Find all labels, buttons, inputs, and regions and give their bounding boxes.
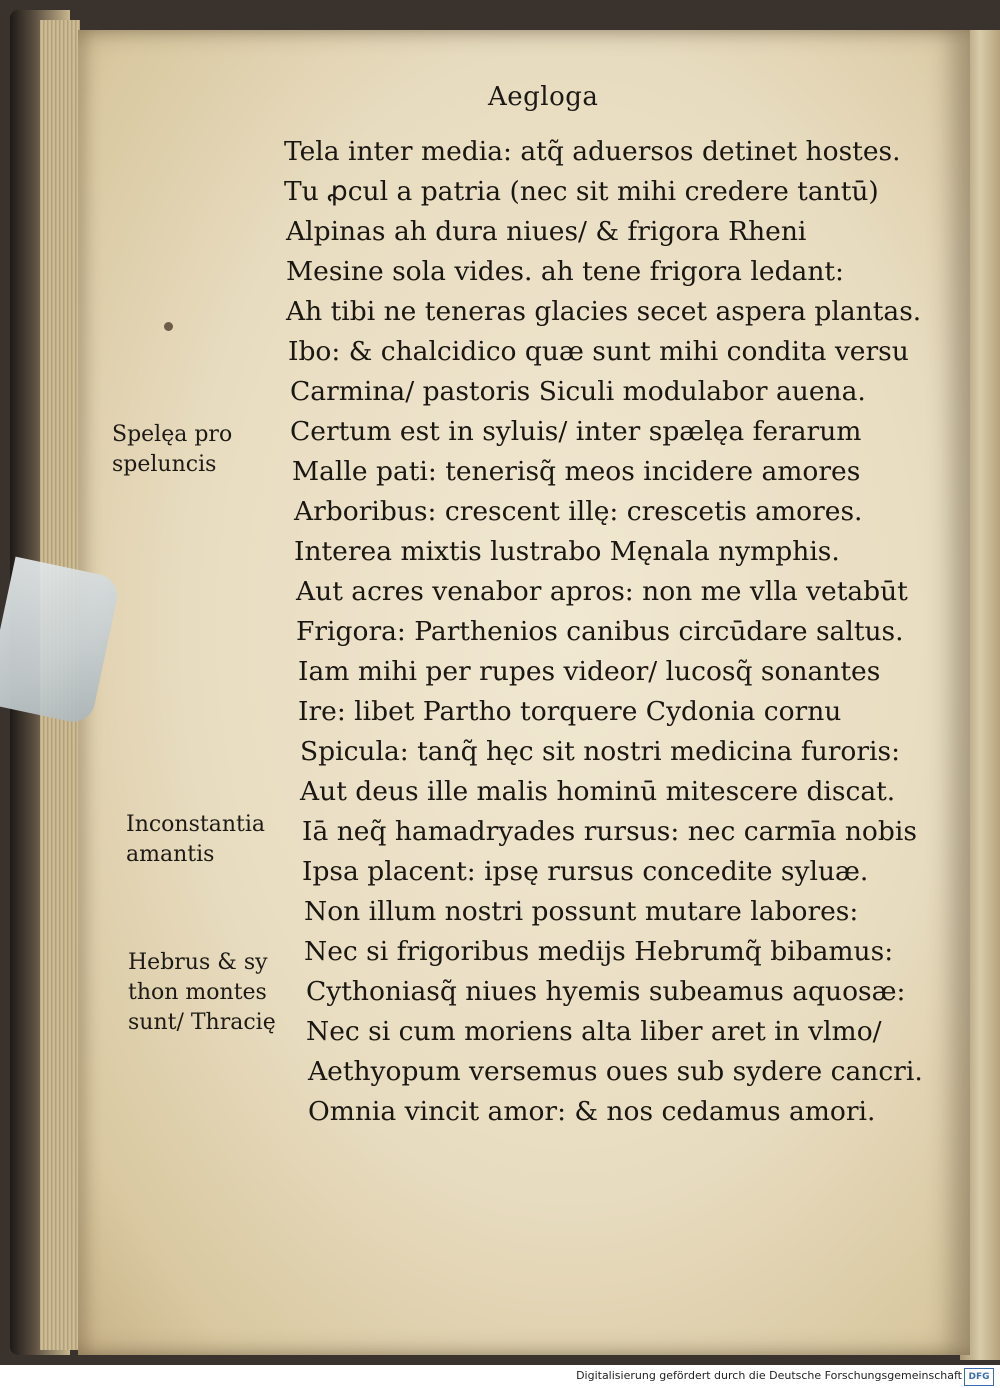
gloss-line: speluncis [112, 452, 217, 477]
verse-line: Aut deus ille malis hominū mitescere discat. [300, 776, 896, 807]
verse-line: Ipsa placent: ipsę rursus concedite syluæ. [302, 856, 869, 887]
verse-line: Ire: libet Partho torquere Cydonia cornu [298, 696, 842, 727]
verse-line: Nec si cum moriens alta liber aret in vlmo/ [306, 1016, 882, 1047]
verse-line: Carmina/ pastoris Siculi modulabor auena. [290, 376, 866, 407]
verse-line: Certum est in syluis/ inter spælęa ferarum [290, 416, 862, 447]
margin-gloss [128, 948, 276, 1038]
verse-line: Malle pati: tenerisq̃ meos incidere amores [292, 456, 861, 487]
gloss-line: Hebrus & sy [128, 950, 268, 975]
verse-line: Spicula: tanq̃ hęc sit nostri medicina furoris: [300, 736, 901, 767]
verse-line: Omnia vincit amor: & nos cedamus amori. [308, 1096, 876, 1127]
dfg-logo-icon: DFG [964, 1368, 994, 1386]
margin-gloss [126, 810, 265, 870]
verse-line: Non illum nostri possunt mutare labores: [304, 896, 859, 927]
gloss-line: Spelęa pro [112, 422, 233, 447]
margin-gloss [112, 420, 232, 480]
verse-line: Aethyopum versemus oues sub sydere cancri. [308, 1056, 923, 1087]
verse-line: Frigora: Parthenios canibus circūdare saltus. [296, 616, 904, 647]
verse-line: Iā neq̃ hamadryades rursus: nec carmīa nobis [302, 816, 917, 847]
verse-line: Arboribus: crescent illę: crescetis amores. [294, 496, 863, 527]
verse-line: Ibo: & chalcidico quæ sunt mihi condita versu [288, 336, 909, 367]
gloss-line: amantis [126, 842, 215, 867]
verse-line: Mesine sola vides. ah tene frigora ledant: [286, 256, 844, 287]
verse-line: Iam mihi per rupes videor/ lucosq̃ sonantes [298, 656, 881, 687]
running-head: Aegloga [488, 82, 599, 112]
verse-list [284, 132, 924, 1132]
verse-line: Aut acres venabor apros: non me vlla vetabūt [296, 576, 908, 607]
page-stain-dot [164, 322, 173, 331]
verse-line: Cythoniasq̃ niues hyemis subeamus aquosæ: [306, 976, 906, 1007]
verse-line: Nec si frigoribus medijs Hebrumq̃ bibamus: [304, 936, 894, 967]
footer-bar [0, 1365, 1000, 1388]
verse-line: Tela inter media: atq̃ aduersos detinet hostes. [284, 136, 901, 167]
gloss-line: sunt/ Thracię [128, 1010, 276, 1035]
verse-line: Ah tibi ne teneras glacies secet aspera plantas. [286, 296, 922, 327]
verse-line: Tu ꝓcul a patria (nec sit mihi credere tantū) [284, 176, 879, 207]
verse-line: Alpinas ah dura niues/ & frigora Rheni [286, 216, 807, 247]
footer-credit: Digitalisierung gefördert durch die Deutsche Forschungsgemeinschaft [576, 1369, 962, 1382]
verse-line: Interea mixtis lustrabo Męnala nymphis. [294, 536, 840, 567]
gloss-line: Inconstantia [126, 812, 266, 837]
gloss-line: thon montes [128, 980, 267, 1005]
